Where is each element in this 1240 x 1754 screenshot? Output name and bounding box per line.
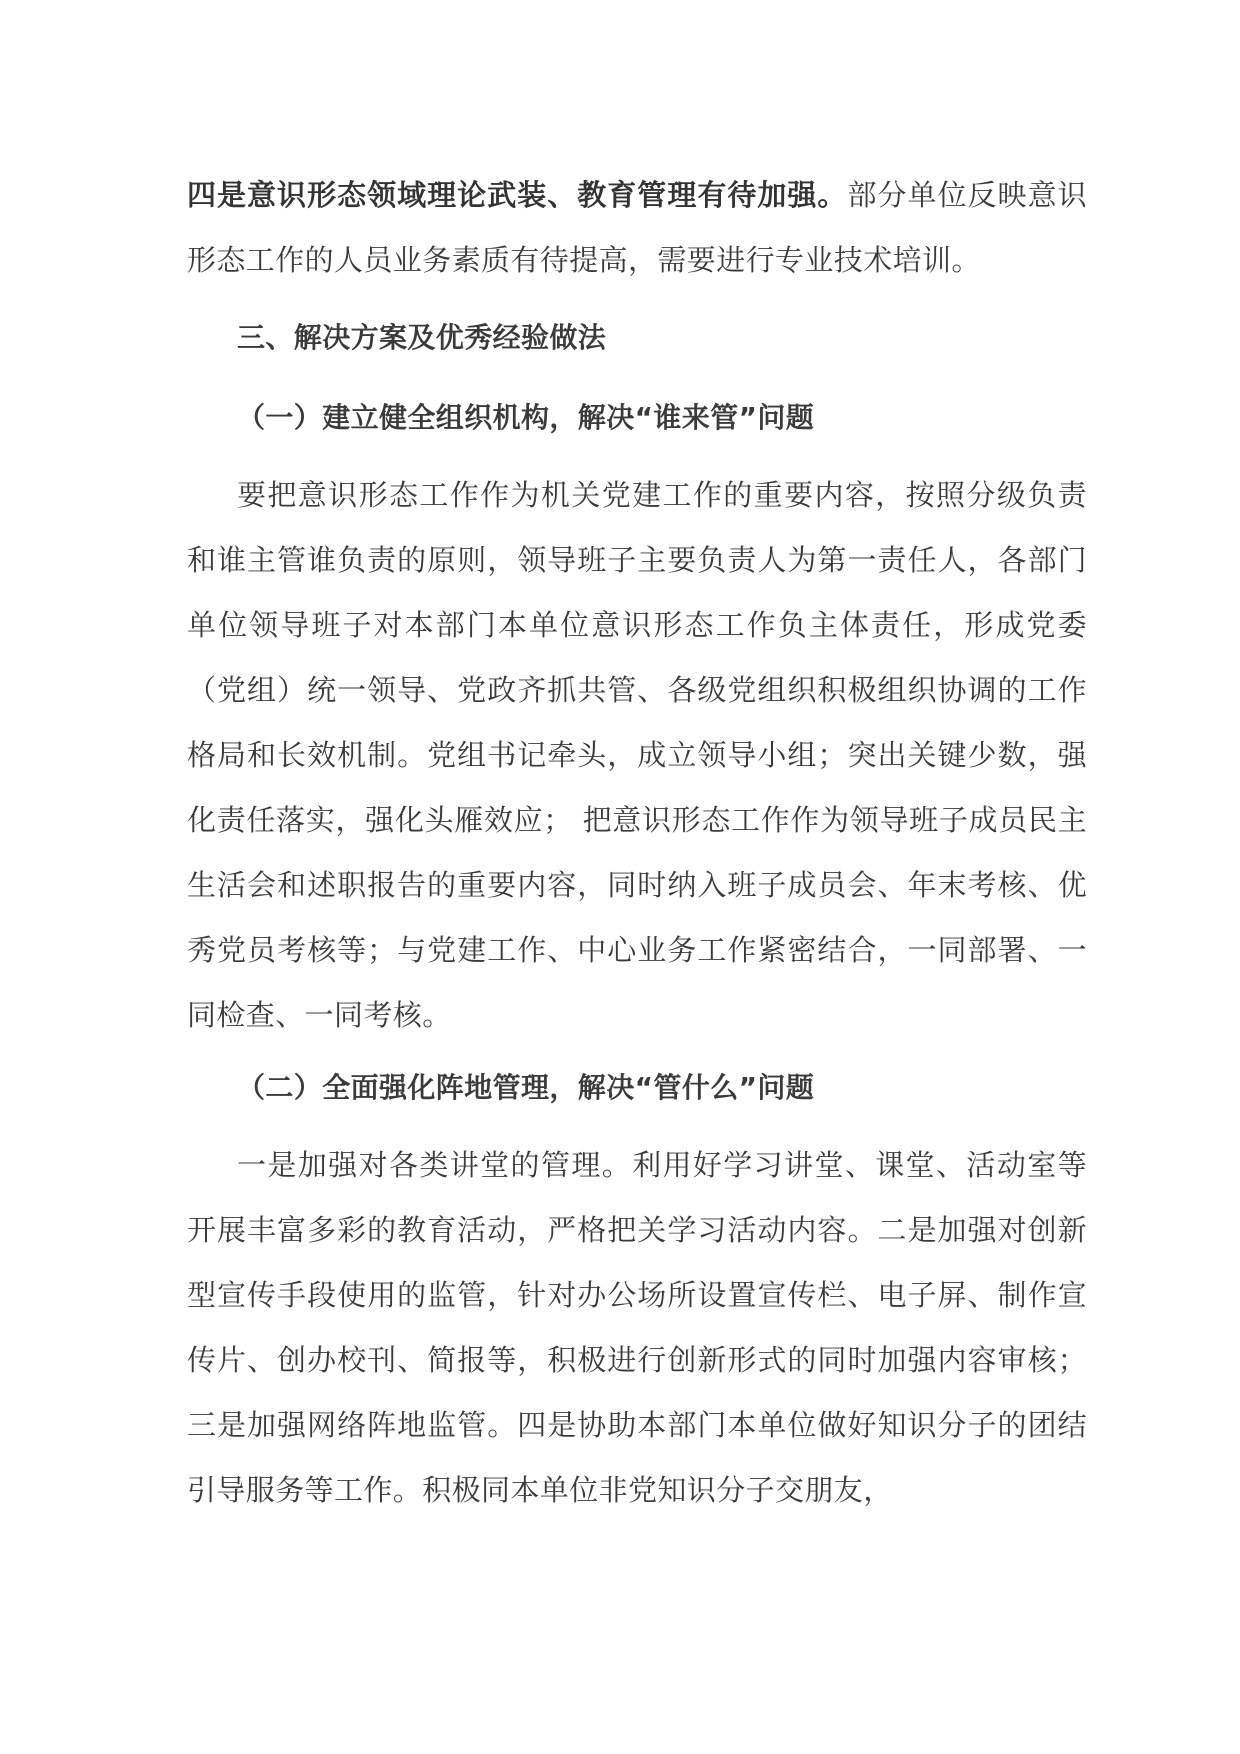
subsection-heading-organization: （一）建立健全组织机构，解决“谁来管”问题	[237, 401, 815, 434]
paragraph-positions: 一是加强对各类讲堂的管理。利用好学习讲堂、课堂、活动室等开展丰富多彩的教育活动，严格把关学习活动内容。二是加强对创新型宣传手段使用的监管，针对办公场所设置宣传栏、电子屏、制作宣传片、创办校刊、简报等，积极进行创新形式的同时加强内容审核；三是加强网络阵地监管。四是协助本部门本单位做好知识分子的团结引导服务等工作。积极同本单位非党知识分子交朋友，	[187, 1148, 1087, 1507]
subsection-heading-positions: （二）全面强化阵地管理，解决“管什么”问题	[237, 1071, 815, 1104]
paragraph-text: 部分单位反映意识形态工作的人员业务素质有待提高，需要进行专业技术培训。	[187, 178, 1087, 277]
paragraph-lead-bold: 四是意识形态领域理论武装、教育管理有待加强。	[187, 178, 848, 212]
paragraph-organization: 要把意识形态工作作为机关党建工作的重要内容，按照分级负责和谁主管谁负责的原则，领导班子主要负责人为第一责任人，各部门单位领导班子对本部门本单位意识形态工作负主体责任，形成党委（党组）统一领导、党政齐抓共管、各级党组织积极组织协调的工作格局和长效机制。党组书记牵头，成立领导小组；突出关键少数，强化责任落实，强化头雁效应； 把意识形态工作作为领导班子成员民主生活会和述职报告的重要内容，同时纳入班子成员会、年末考核、优秀党员考核等；与党建工作、中心业务工作紧密结合，一同部署、一同检查、一同考核。	[187, 478, 1087, 1032]
paragraph-ideology-weakness	[187, 163, 1087, 293]
section-heading-solutions: 三、解决方案及优秀经验做法	[237, 321, 607, 354]
document-body	[187, 163, 1087, 1523]
